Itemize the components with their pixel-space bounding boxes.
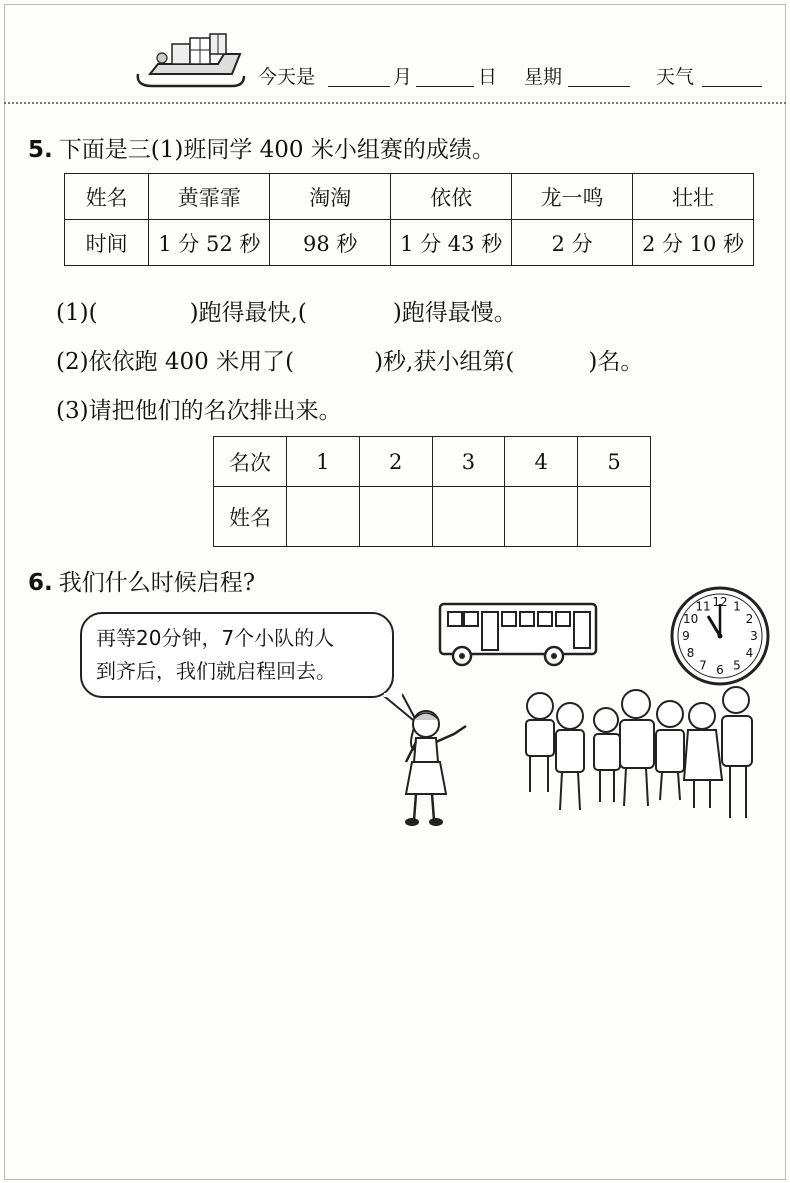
results-table [64, 173, 754, 266]
time-cell: 2 分 10 秒 [633, 220, 754, 266]
subquestion-1 [56, 294, 517, 327]
clock-numeral: 9 [682, 629, 690, 643]
rank-cell: 1 [286, 437, 359, 487]
table-row [65, 220, 754, 266]
time-cell: 98 秒 [270, 220, 391, 266]
table-row [214, 487, 651, 547]
clock-numeral: 7 [699, 658, 707, 673]
header-divider [4, 102, 786, 104]
sleigh-icon [132, 30, 252, 92]
day-label: 日 [478, 66, 498, 88]
month-blank [328, 86, 390, 87]
sub2-part-a: (2)依依跑 400 米用了( [56, 349, 295, 375]
clock-numeral: 1 [733, 599, 741, 614]
subquestion-3: (3)请把他们的名次排出来。 [56, 398, 342, 424]
clock-numeral: 10 [682, 612, 699, 626]
question-6-title [28, 564, 255, 597]
time-cell: 1 分 52 秒 [149, 220, 270, 266]
answer-cell[interactable] [578, 487, 651, 547]
name-cell: 黄霏霏 [149, 174, 270, 220]
rank-cell: 4 [505, 437, 578, 487]
sub1-part-b: )跑得最快,( [189, 300, 307, 326]
name-cell: 依依 [391, 174, 512, 220]
rank-cell: 5 [578, 437, 651, 487]
answer-cell[interactable] [359, 487, 432, 547]
question-text: 我们什么时候启程? [58, 570, 256, 596]
day-blank [416, 86, 474, 87]
row-label: 名次 [214, 437, 287, 487]
speech-line: 到齐后，我们就启程回去。 [96, 659, 336, 683]
sub2-part-b: )秒,获小组第( [374, 349, 515, 375]
answer-cell[interactable] [432, 487, 505, 547]
today-label: 今天是 [258, 66, 316, 88]
time-cell: 2 分 [512, 220, 633, 266]
weather-label: 天气 [656, 66, 695, 88]
name-cell: 壮壮 [633, 174, 754, 220]
children-group-illustration [508, 680, 772, 828]
answer-cell[interactable] [286, 487, 359, 547]
sub1-part-a: (1)( [56, 300, 98, 326]
row-label: 姓名 [65, 174, 149, 220]
clock-numeral: 12 [712, 595, 728, 609]
question-number: 5. [28, 137, 53, 163]
question-text: 下面是三(1)班同学 400 米小组赛的成绩。 [58, 137, 495, 163]
sub1-part-c: )跑得最慢。 [392, 300, 517, 326]
clock-numeral: 5 [733, 658, 741, 673]
weekday-label: 星期 [524, 66, 563, 88]
speech-line: 再等20分钟，7个小队的人 [96, 626, 335, 650]
rank-cell: 2 [359, 437, 432, 487]
name-cell: 淘淘 [270, 174, 391, 220]
sub2-part-c: )名。 [588, 349, 644, 375]
question-number: 6. [28, 570, 53, 596]
clock-numeral: 8 [686, 646, 695, 660]
answer-cell[interactable] [505, 487, 578, 547]
clock-numeral: 6 [716, 663, 724, 677]
date-header [0, 56, 790, 92]
name-cell: 龙一鸣 [512, 174, 633, 220]
rank-cell: 3 [432, 437, 505, 487]
clock-icon [668, 584, 772, 688]
row-label: 姓名 [214, 487, 287, 547]
girl-guide-illustration [398, 706, 474, 830]
row-label: 时间 [65, 220, 149, 266]
question-5-title [28, 131, 495, 164]
clock-numeral: 3 [750, 629, 758, 643]
clock-numeral: 11 [695, 599, 711, 614]
table-row [214, 437, 651, 487]
table-row [65, 174, 754, 220]
bus-icon [436, 600, 602, 670]
clock-numeral: 4 [745, 646, 754, 660]
clock-numeral: 2 [745, 612, 754, 626]
month-label: 月 [393, 66, 413, 88]
speech-bubble [80, 612, 394, 698]
time-cell: 1 分 43 秒 [391, 220, 512, 266]
subquestion-2 [56, 343, 643, 376]
rank-table [213, 436, 651, 547]
weekday-blank [568, 86, 630, 87]
weather-blank [702, 86, 762, 87]
